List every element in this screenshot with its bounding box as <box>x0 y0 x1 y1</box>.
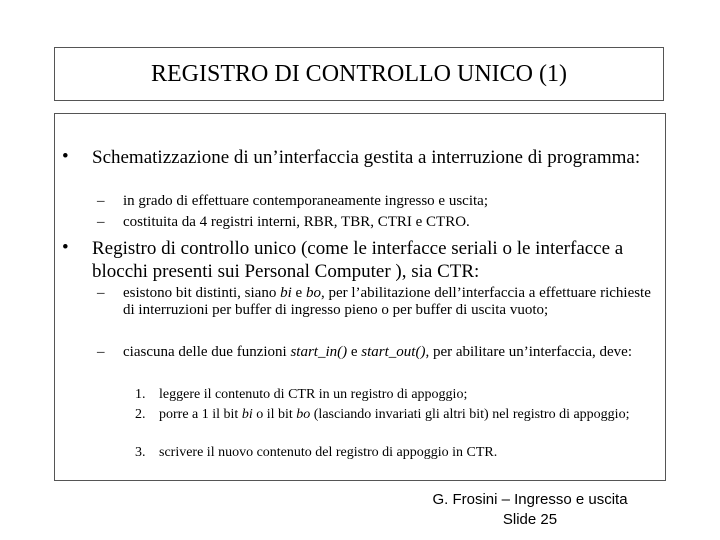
step-number: 3. <box>135 445 146 460</box>
sub-text: in grado di effettuare contemporaneamente ingresso e uscita; <box>123 193 488 209</box>
bullet-marker: • <box>62 146 69 167</box>
slide-footer <box>400 490 660 530</box>
slide-number: Slide 25 <box>502 511 558 528</box>
step-text: scrivere il nuovo contenuto del registro di appoggio in CTR. <box>159 445 498 460</box>
content-box <box>54 113 666 481</box>
step-text: leggere il contenuto di CTR in un registro di appoggio; <box>159 387 468 402</box>
dash-marker: – <box>97 193 105 209</box>
dash-marker: – <box>97 344 105 360</box>
sub-text: costituita da 4 registri interni, RBR, TBR, CTRI e CTRO. <box>123 214 470 230</box>
sub-text: ciascuna delle due funzioni start_in() e start_out(), per abilitare un’interfaccia, deve: <box>123 344 633 360</box>
sub-text: esistono bit distinti, siano bi e bo, per l’abilitazione dell’interfaccia a effettuare richieste di interruzioni per buffer di ingresso pieno o per buffer di uscita vuoto; <box>123 285 651 318</box>
footer-author: G. Frosini – Ingresso e uscita <box>432 491 628 508</box>
bullet-marker: • <box>62 237 69 258</box>
bullet-1-text: Schematizzazione di un’interfaccia gestita a interruzione di programma: <box>92 147 641 168</box>
slide-title-box <box>54 47 664 101</box>
slide-title: REGISTRO DI CONTROLLO UNICO (1) <box>151 60 567 87</box>
bullet-2-text: Registro di controllo unico (come le interfacce seriali o le interfacce a blocchi presenti sui Personal Computer ), sia CTR: <box>92 238 624 282</box>
step-number: 1. <box>135 387 146 402</box>
dash-marker: – <box>97 214 105 230</box>
dash-marker: – <box>97 285 105 301</box>
step-text: porre a 1 il bit bi o il bit bo (lasciando invariati gli altri bit) nel registro di appoggio; <box>159 407 630 422</box>
step-number: 2. <box>135 407 146 422</box>
